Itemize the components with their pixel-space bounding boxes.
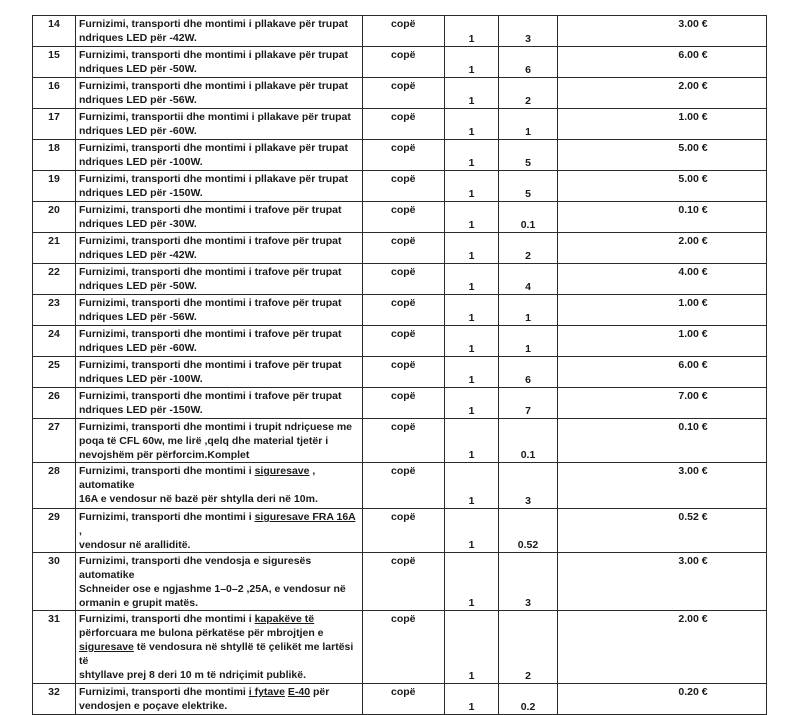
- description-line: Furnizimi, transporti dhe montimi i pllakave për trupat: [79, 142, 348, 154]
- description-line: ndriques LED për -56W.: [79, 94, 197, 106]
- item-number: 20: [33, 202, 76, 233]
- item-unit-price: 0.2: [499, 684, 558, 715]
- table-row: [33, 140, 767, 171]
- underlined-term: i fytave: [248, 686, 285, 698]
- description-line: Furnizimi, transporti dhe montimi i fytave E-40 për: [79, 686, 330, 698]
- description-line: ndriques LED për -100W.: [79, 373, 203, 385]
- item-quantity: 1: [445, 295, 499, 326]
- item-unit: copë: [363, 295, 445, 326]
- item-quantity: 1: [445, 233, 499, 264]
- item-unit: copë: [363, 233, 445, 264]
- description-line: ormanin e grupit matës.: [79, 597, 199, 609]
- item-number: 22: [33, 264, 76, 295]
- item-unit-price: 1: [499, 326, 558, 357]
- item-unit: copë: [363, 264, 445, 295]
- description-line: Furnizimi, transporti dhe montimi i trafove për trupat: [79, 204, 342, 216]
- table-row: [33, 419, 767, 463]
- item-description: [76, 78, 363, 109]
- item-unit: copë: [363, 553, 445, 611]
- item-total-price: 2.00 €: [558, 233, 767, 264]
- table-row: [33, 684, 767, 715]
- item-description: [76, 171, 363, 202]
- table-row: [33, 611, 767, 684]
- item-total-price: 2.00 €: [558, 78, 767, 109]
- item-total-price: 0.52 €: [558, 509, 767, 553]
- item-total-price: 3.00 €: [558, 553, 767, 611]
- item-quantity: 1: [445, 78, 499, 109]
- item-unit: copë: [363, 419, 445, 463]
- item-number: 24: [33, 326, 76, 357]
- description-line: përforcuara me bulona përkatëse për mbrojtjen e: [79, 627, 324, 639]
- item-quantity: 1: [445, 388, 499, 419]
- item-total-price: 3.00 €: [558, 16, 767, 47]
- table-row: [33, 78, 767, 109]
- item-total-price: 0.10 €: [558, 202, 767, 233]
- description-line: Furnizimi, transporti dhe montimi i pllakave për trupat: [79, 18, 348, 30]
- description-line: Furnizimi, transporti dhe vendosja e siguresës automatike: [79, 555, 312, 581]
- description-line: Furnizimi, transporti dhe montimi i kapakëve të: [79, 613, 315, 625]
- item-number: 32: [33, 684, 76, 715]
- description-line: Furnizimi, transporti dhe montimi i trupit ndriçuese me: [79, 421, 353, 433]
- description-line: Furnizimi, transporti dhe montimi i trafove për trupat: [79, 235, 342, 247]
- item-unit-price: 0.1: [499, 202, 558, 233]
- item-unit: copë: [363, 509, 445, 553]
- item-number: 15: [33, 47, 76, 78]
- item-quantity: 1: [445, 109, 499, 140]
- item-quantity: 1: [445, 16, 499, 47]
- item-unit-price: 1: [499, 109, 558, 140]
- description-line: vendosjen e poçave elektrike.: [79, 700, 228, 712]
- table-row: [33, 295, 767, 326]
- item-number: 17: [33, 109, 76, 140]
- item-total-price: 4.00 €: [558, 264, 767, 295]
- table-row: [33, 326, 767, 357]
- table-row: [33, 357, 767, 388]
- item-quantity: 1: [445, 553, 499, 611]
- item-unit-price: 3: [499, 553, 558, 611]
- item-total-price: 1.00 €: [558, 109, 767, 140]
- item-quantity: 1: [445, 264, 499, 295]
- item-description: [76, 16, 363, 47]
- item-quantity: 1: [445, 47, 499, 78]
- description-line: ndriques LED për -60W.: [79, 342, 197, 354]
- item-unit-price: 2: [499, 611, 558, 684]
- item-unit-price: 7: [499, 388, 558, 419]
- item-unit-price: 6: [499, 47, 558, 78]
- table-row: [33, 388, 767, 419]
- item-unit: copë: [363, 684, 445, 715]
- description-line: ndriques LED për -42W.: [79, 32, 197, 44]
- table-row: [33, 202, 767, 233]
- item-quantity: 1: [445, 463, 499, 509]
- item-unit: copë: [363, 202, 445, 233]
- item-unit-price: 2: [499, 233, 558, 264]
- item-description: [76, 509, 363, 553]
- item-total-price: 6.00 €: [558, 357, 767, 388]
- item-description: [76, 419, 363, 463]
- item-description: [76, 264, 363, 295]
- description-line: Furnizimi, transporti dhe montimi i pllakave për trupat: [79, 80, 348, 92]
- item-total-price: 7.00 €: [558, 388, 767, 419]
- item-unit-price: 0.1: [499, 419, 558, 463]
- item-unit-price: 6: [499, 357, 558, 388]
- item-unit-price: 5: [499, 171, 558, 202]
- item-quantity: 1: [445, 684, 499, 715]
- item-unit-price: 0.52: [499, 509, 558, 553]
- description-line: Furnizimi, transporti dhe montimi i trafove për trupat: [79, 266, 342, 278]
- item-description: [76, 233, 363, 264]
- item-unit-price: 3: [499, 16, 558, 47]
- description-line: ndriques LED për -30W.: [79, 218, 197, 230]
- item-unit-price: 3: [499, 463, 558, 509]
- item-quantity: 1: [445, 357, 499, 388]
- item-quantity: 1: [445, 171, 499, 202]
- item-unit: copë: [363, 47, 445, 78]
- item-unit: copë: [363, 388, 445, 419]
- item-quantity: 1: [445, 326, 499, 357]
- table-row: [33, 47, 767, 78]
- item-number: 26: [33, 388, 76, 419]
- table-row: [33, 16, 767, 47]
- item-description: [76, 684, 363, 715]
- item-unit: copë: [363, 357, 445, 388]
- item-total-price: 0.10 €: [558, 419, 767, 463]
- description-line: vendosur në aralliditë.: [79, 539, 191, 551]
- item-number: 31: [33, 611, 76, 684]
- description-line: poqa të CFL 60w, me lirë ,qelq dhe material tjetër i: [79, 435, 329, 447]
- item-description: [76, 47, 363, 78]
- item-unit-price: 2: [499, 78, 558, 109]
- description-line: Furnizimi, transporti dhe montimi i siguresave , automatike: [79, 465, 316, 491]
- item-unit-price: 1: [499, 295, 558, 326]
- description-line: nevojshëm për përforcim.Komplet: [79, 449, 250, 461]
- description-line: shtyllave prej 8 deri 10 m të ndriçimit publikë.: [79, 669, 306, 681]
- table-row: [33, 109, 767, 140]
- item-description: [76, 463, 363, 509]
- description-line: Furnizimi, transporti dhe montimi i pllakave për trupat: [79, 173, 348, 185]
- description-line: Schneider ose e ngjashme 1–0–2 ,25A, e vendosur në: [79, 583, 346, 595]
- description-line: ndriques LED për -50W.: [79, 280, 197, 292]
- description-line: ndriques LED për -56W.: [79, 311, 197, 323]
- item-number: 30: [33, 553, 76, 611]
- underlined-term: siguresave FRA 16A: [254, 511, 356, 523]
- item-unit: copë: [363, 463, 445, 509]
- item-description: [76, 295, 363, 326]
- item-number: 29: [33, 509, 76, 553]
- item-number: 27: [33, 419, 76, 463]
- item-description: [76, 140, 363, 171]
- item-unit: copë: [363, 109, 445, 140]
- item-description: [76, 326, 363, 357]
- table-row: [33, 171, 767, 202]
- item-unit: copë: [363, 140, 445, 171]
- description-line: Furnizimi, transporti dhe montimi i trafove për trupat: [79, 359, 342, 371]
- item-number: 23: [33, 295, 76, 326]
- item-total-price: 0.20 €: [558, 684, 767, 715]
- item-description: [76, 109, 363, 140]
- item-quantity: 1: [445, 140, 499, 171]
- bill-of-quantities-table: [32, 15, 767, 715]
- description-line: siguresave të vendosura në shtyllë të çelikët me lartësi të: [79, 641, 354, 667]
- item-description: [76, 202, 363, 233]
- underlined-term: E-40: [287, 686, 311, 698]
- item-unit: copë: [363, 16, 445, 47]
- item-number: 28: [33, 463, 76, 509]
- item-total-price: 5.00 €: [558, 140, 767, 171]
- table-row: [33, 233, 767, 264]
- item-unit: copë: [363, 326, 445, 357]
- description-line: Furnizimi, transporti dhe montimi i trafove për trupat: [79, 328, 342, 340]
- description-line: ndriques LED për -150W.: [79, 404, 203, 416]
- table-row: [33, 553, 767, 611]
- item-quantity: 1: [445, 202, 499, 233]
- description-line: Furnizimi, transporti dhe montimi i trafove për trupat: [79, 297, 342, 309]
- item-unit-price: 4: [499, 264, 558, 295]
- table-row: [33, 463, 767, 509]
- item-unit: copë: [363, 171, 445, 202]
- item-description: [76, 388, 363, 419]
- item-description: [76, 553, 363, 611]
- description-line: 16A e vendosur në bazë për shtylla deri në 10m.: [79, 493, 318, 505]
- item-unit-price: 5: [499, 140, 558, 171]
- description-line: Furnizimi, transporti dhe montimi i siguresave FRA 16A ,: [79, 511, 356, 537]
- item-number: 19: [33, 171, 76, 202]
- description-line: ndriques LED për -150W.: [79, 187, 203, 199]
- item-total-price: 1.00 €: [558, 326, 767, 357]
- description-line: Furnizimi, transporti dhe montimi i pllakave për trupat: [79, 49, 348, 61]
- item-unit: copë: [363, 78, 445, 109]
- item-description: [76, 357, 363, 388]
- item-total-price: 6.00 €: [558, 47, 767, 78]
- table-body: [33, 16, 767, 715]
- item-total-price: 5.00 €: [558, 171, 767, 202]
- item-total-price: 3.00 €: [558, 463, 767, 509]
- item-number: 18: [33, 140, 76, 171]
- description-line: ndriques LED për -42W.: [79, 249, 197, 261]
- item-number: 25: [33, 357, 76, 388]
- description-line: Furnizimi, transporti dhe montimi i trafove për trupat: [79, 390, 342, 402]
- underlined-term: kapakëve të: [254, 613, 315, 625]
- item-unit: copë: [363, 611, 445, 684]
- item-quantity: 1: [445, 419, 499, 463]
- table-row: [33, 509, 767, 553]
- item-number: 14: [33, 16, 76, 47]
- underlined-term: siguresave: [79, 641, 134, 653]
- item-quantity: 1: [445, 611, 499, 684]
- description-line: ndriques LED për -50W.: [79, 63, 197, 75]
- item-description: [76, 611, 363, 684]
- item-total-price: 1.00 €: [558, 295, 767, 326]
- table-row: [33, 264, 767, 295]
- item-total-price: 2.00 €: [558, 611, 767, 684]
- description-line: ndriques LED për -60W.: [79, 125, 197, 137]
- underlined-term: siguresave: [254, 465, 310, 477]
- description-line: ndriques LED për -100W.: [79, 156, 203, 168]
- item-quantity: 1: [445, 509, 499, 553]
- item-number: 21: [33, 233, 76, 264]
- description-line: Furnizimi, transportii dhe montimi i pllakave për trupat: [79, 111, 351, 123]
- item-number: 16: [33, 78, 76, 109]
